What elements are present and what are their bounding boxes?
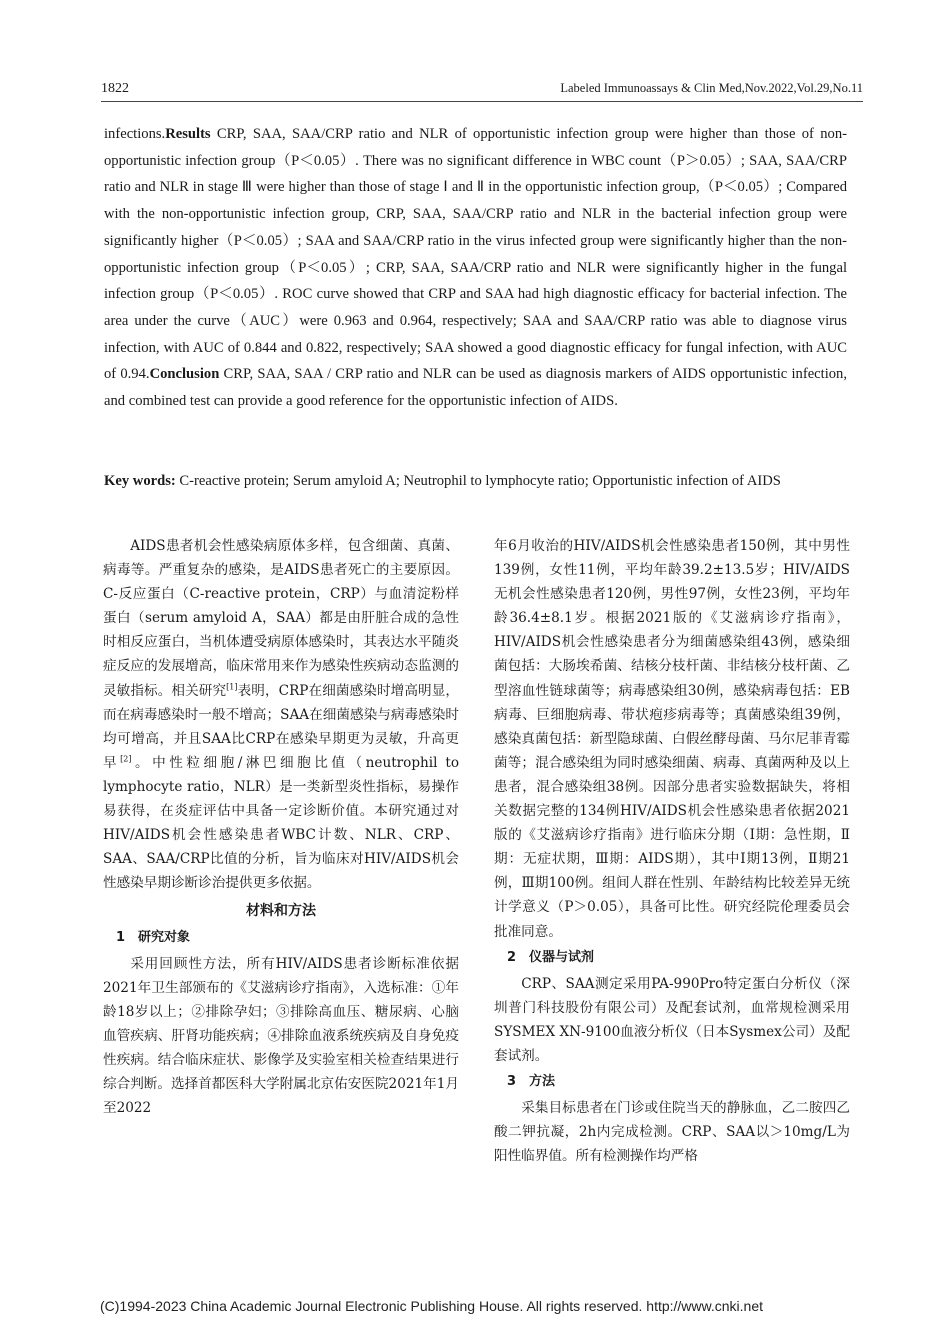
abstract-lead: infections. — [104, 126, 166, 142]
intro-text-b: 表明，CRP在细菌感染时增高明显，而在病毒感染时一般不增高；SAA在细菌感染与病毒感染时均可增高，并且SAA比CRP在感染早期更为灵敏，升高更早 — [103, 682, 459, 771]
subsection-2-title: 2 仪器与试剂 — [507, 949, 595, 965]
subsection-1-title: 1 研究对象 — [116, 929, 191, 945]
intro-paragraph — [103, 534, 459, 895]
subsection-3-text: 采集目标患者在门诊或住院当天的静脉血，乙二胺四乙酸二钾抗凝，2h内完成检测。CRP、SAA以＞10mg/L为阳性临界值。所有检测操作均严格 — [494, 1100, 850, 1165]
page-number: 1822 — [101, 81, 129, 96]
keywords-label: Key words: — [104, 473, 176, 489]
subsection-3-title: 3 方法 — [507, 1074, 556, 1090]
results-text: CRP, SAA, SAA/CRP ratio and NLR of opportunistic infection group were higher than those of non-opportunistic infection group（P＜0.05）. There was no significant difference in WBC count（P＞0.05）; SAA, SAA/CRP ratio and NLR in stage Ⅲ were higher than those of stage Ⅰ and Ⅱ in the opportunistic infection group,（P＜0.05）; Compared with the non-opportunistic infection group, CRP, SAA, SAA/CRP ratio and NLR in the bacterial infection group were significantly higher（P＜0.05）; SAA and SAA/CRP ratio in the virus infected group were significantly higher than the non-opportunistic infection group（P＜0.05）; CRP, SAA, SAA/CRP ratio and NLR were significantly higher in the fungal infection group（P＜0.05）. ROC curve showed that CRP and SAA had high diagnostic efficacy for bacterial infection. The area under the curve（AUC）were 0.963 and 0.964, respectively; SAA and SAA/CRP ratio was able to diagnose virus infection, with AUC of 0.844 and 0.822, respectively; SAA showed a good diagnostic efficacy for fungal infection, with AUC of 0.94. — [104, 126, 847, 383]
left-column — [103, 534, 459, 1120]
intro-text-c: 。中性粒细胞/淋巴细胞比值（neutrophil to lymphocyte ratio，NLR）是一类新型炎性指标，易操作易获得，在炎症评估中具备一定诊断价值。本研究通过对HIV/AIDS机会性感染患者WBC计数、NLR、CRP、SAA、SAA/CRP比值的分析，旨为临床对HIV/AIDS机会性感染早期诊断诊治提供更多依据。 — [103, 754, 459, 892]
intro-text-a: AIDS患者机会性感染病原体多样，包含细菌、真菌、病毒等。严重复杂的感染，是AIDS患者死亡的主要原因。C-反应蛋白（C-reactive protein，CRP）与血清淀粉样蛋白（serum amyloid A，SAA）都是由肝脏合成的急性时相反应蛋白，当机体遭受病原体感染时，其表达水平随炎症反应的发展增高，临床常用来作为感染性疾病动态监测的灵敏指标。相关研究 — [103, 538, 459, 699]
subsection-1-text: 采用回顾性方法，所有HIV/AIDS患者诊断标准依据2021年卫生部颁布的《艾滋病诊疗指南》，入选标准：①年龄18岁以上；②排除孕妇；③排除高血压、糖尿病、心脑血管疾病、肝肾功能疾病；④排除血液系统疾病及自身免疫性疾病。结合临床症状、影像学及实验室相关检查结果进行综合判断。选择首都医科大学附属北京佑安医院2021年1月至2022 — [103, 955, 459, 1117]
header-rule — [101, 101, 863, 102]
journal-citation: Labeled Immunoassays & Clin Med,Nov.2022,Vol.29,No.11 — [560, 81, 863, 95]
right-column — [494, 534, 850, 1168]
ref-1[interactable]: [1] — [226, 682, 238, 692]
continued-text: 年6月收治的HIV/AIDS机会性感染患者150例，其中男性139例，女性11例，平均年龄39.2±13.5岁；HIV/AIDS无机会性感染患者120例，男性97例，女性23例，平均年龄36.4±8.1岁。根据2021版的《艾滋病诊疗指南》，HIV/AIDS机会性感染患者分为细菌感染组43例，感染细菌包括：大肠埃希菌、结核分枝杆菌、非结核分枝杆菌、乙型溶血性链球菌等；病毒感染组30例，感染病毒包括：EB病毒、巨细胞病毒、带状疱疹病毒等；真菌感染组39例，感染真菌包括：新型隐球菌、白假丝酵母菌、马尔尼菲青霉菌等；混合感染组为同时感染细菌、病毒、真菌两种及以上患者，混合感染组38例。因部分患者实验数据缺失，将相关数据完整的134例HIV/AIDS机会性感染患者依据2021版的《艾滋病诊疗指南》进行临床分期（Ⅰ期：急性期，Ⅱ期：无症状期，Ⅲ期：AIDS期），其中Ⅰ期13例，Ⅱ期21例，Ⅲ期100例。组间人群在性别、年龄结构比较差异无统计学意义（P＞0.05），具备可比性。研究经院伦理委员会批准同意。 — [494, 538, 850, 940]
section-title: 材料和方法 — [246, 903, 316, 920]
abstract-body — [104, 121, 847, 415]
results-label: Results — [165, 126, 211, 142]
conclusion-label: Conclusion — [149, 366, 220, 383]
keywords — [104, 468, 847, 494]
subsection-2-text: CRP、SAA测定采用PA-990Pro特定蛋白分析仪（深圳普门科技股份有限公司）及配套试剂，血常规检测采用SYSMEX XN-9100血液分析仪（日本Sysmex公司）及配套试剂。 — [494, 975, 850, 1064]
keywords-text: C-reactive protein; Serum amyloid A; Neutrophil to lymphocyte ratio; Opportunistic infection of AIDS — [179, 473, 781, 489]
ref-2[interactable]: [2] — [120, 754, 132, 764]
copyright-footer: (C)1994-2023 China Academic Journal Electronic Publishing House. All rights reserved. http://www.cnki.net — [100, 1298, 763, 1314]
conclusion-text: CRP, SAA, SAA / CRP ratio and NLR can be used as diagnosis markers of AIDS opportunistic infection, and combined test can provide a good reference for the opportunistic infection of AIDS. — [104, 366, 848, 410]
